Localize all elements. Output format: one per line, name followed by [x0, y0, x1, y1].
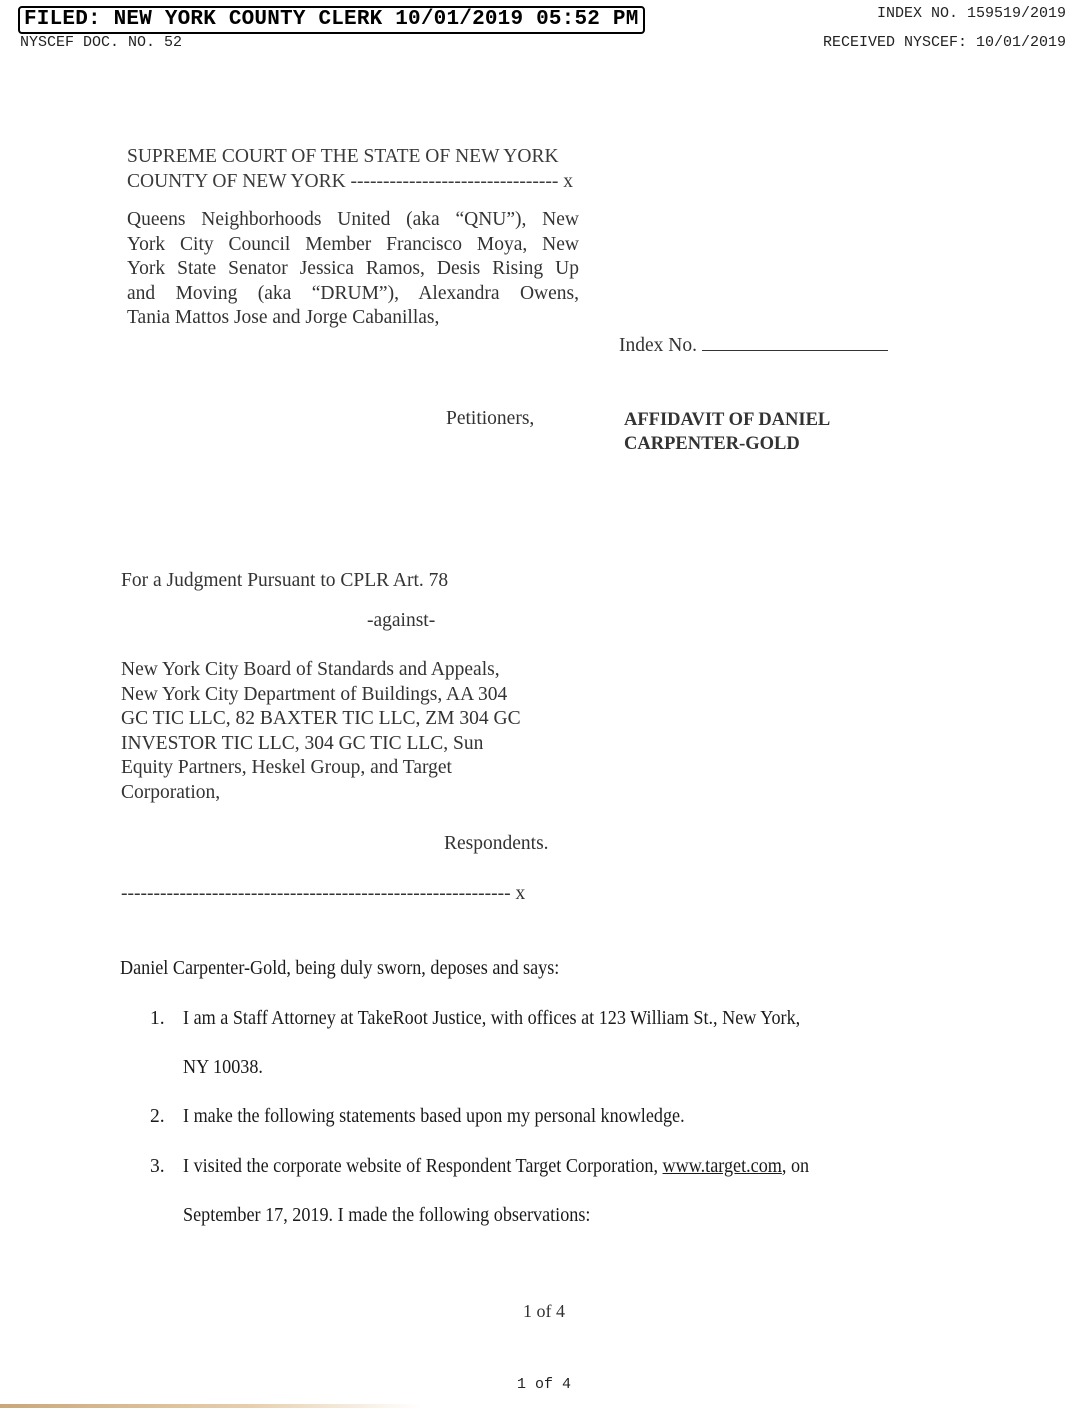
paragraph-1-line-2: NY 10038.	[183, 1057, 263, 1078]
respondents-line: Corporation,	[121, 781, 221, 803]
paragraph-3-line-1	[183, 1156, 809, 1178]
paragraph-3-text: I visited the corporate website of Respondent Target Corporation,	[183, 1156, 663, 1177]
paragraph-3-line-2: September 17, 2019. I made the following observations:	[183, 1205, 591, 1226]
index-number-field	[619, 334, 888, 359]
paragraph-number: 3.	[150, 1156, 165, 1177]
against-label: -against-	[367, 610, 436, 631]
paragraph-1-line-1: I am a Staff Attorney at TakeRoot Justice, with offices at 123 William St., New York,	[183, 1008, 801, 1029]
petitioners-line: and Moving (aka “DRUM”), Alexandra Owens,	[127, 282, 579, 304]
target-website-link[interactable]: www.target.com	[662, 1156, 782, 1177]
petitioners-label: Petitioners,	[446, 408, 535, 429]
respondents-line: GC TIC LLC, 82 BAXTER TIC LLC, ZM 304 GC	[121, 708, 521, 729]
index-label: Index No.	[619, 335, 697, 356]
respondents-line: INVESTOR TIC LLC, 304 GC TIC LLC, Sun	[121, 732, 484, 754]
petitioners-line: York State Senator Jessica Ramos, Desis Rising Up	[127, 258, 579, 279]
nyscef-page-number: 1 of 4	[516, 1376, 571, 1393]
document-title-line: AFFIDAVIT OF DANIEL	[624, 410, 831, 430]
paragraph-3-text-end: , on	[781, 1156, 810, 1177]
petitioners-line: Queens Neighborhoods United (aka “QNU”), New	[127, 209, 579, 230]
index-blank-line	[702, 334, 888, 351]
caption-closing-rule: ------------------------------------------------------------ x	[121, 883, 526, 904]
respondents-line: Equity Partners, Heskel Group, and Target	[121, 757, 452, 778]
county-line: COUNTY OF NEW YORK -------------------------------- x	[127, 171, 573, 192]
respondents-line: New York City Department of Buildings, AA 304	[121, 683, 508, 705]
document-title-line: CARPENTER-GOLD	[624, 434, 800, 454]
affidavit-intro: Daniel Carpenter-Gold, being duly sworn, deposes and says:	[120, 958, 560, 979]
court-name: SUPREME COURT OF THE STATE OF NEW YORK	[127, 146, 559, 167]
index-number: INDEX NO. 159519/2019	[876, 5, 1066, 22]
petitioners-line: York City Council Member Francisco Moya, New	[127, 233, 579, 255]
respondents-list	[121, 658, 571, 805]
respondents-label: Respondents.	[444, 833, 549, 854]
page-number: 1 of 4	[523, 1301, 565, 1321]
scan-edge-artifact	[0, 1404, 420, 1408]
paragraph-number: 1.	[150, 1008, 165, 1029]
received-date: RECEIVED NYSCEF: 10/01/2019	[822, 34, 1066, 51]
filed-stamp: FILED: NEW YORK COUNTY CLERK 10/01/2019 05:52 PM	[18, 6, 645, 34]
nyscef-doc-number: NYSCEF DOC. NO. 52	[20, 34, 183, 51]
paragraph-number: 2.	[150, 1106, 165, 1127]
document-title	[624, 408, 830, 456]
paragraph-2-line-1: I make the following statements based upon my personal knowledge.	[183, 1106, 685, 1127]
respondents-line: New York City Board of Standards and Appeals,	[121, 659, 500, 680]
judgment-line: For a Judgment Pursuant to CPLR Art. 78	[121, 570, 449, 591]
petitioners-list	[127, 208, 579, 331]
petitioners-line: Tania Mattos Jose and Jorge Cabanillas,	[127, 307, 440, 328]
